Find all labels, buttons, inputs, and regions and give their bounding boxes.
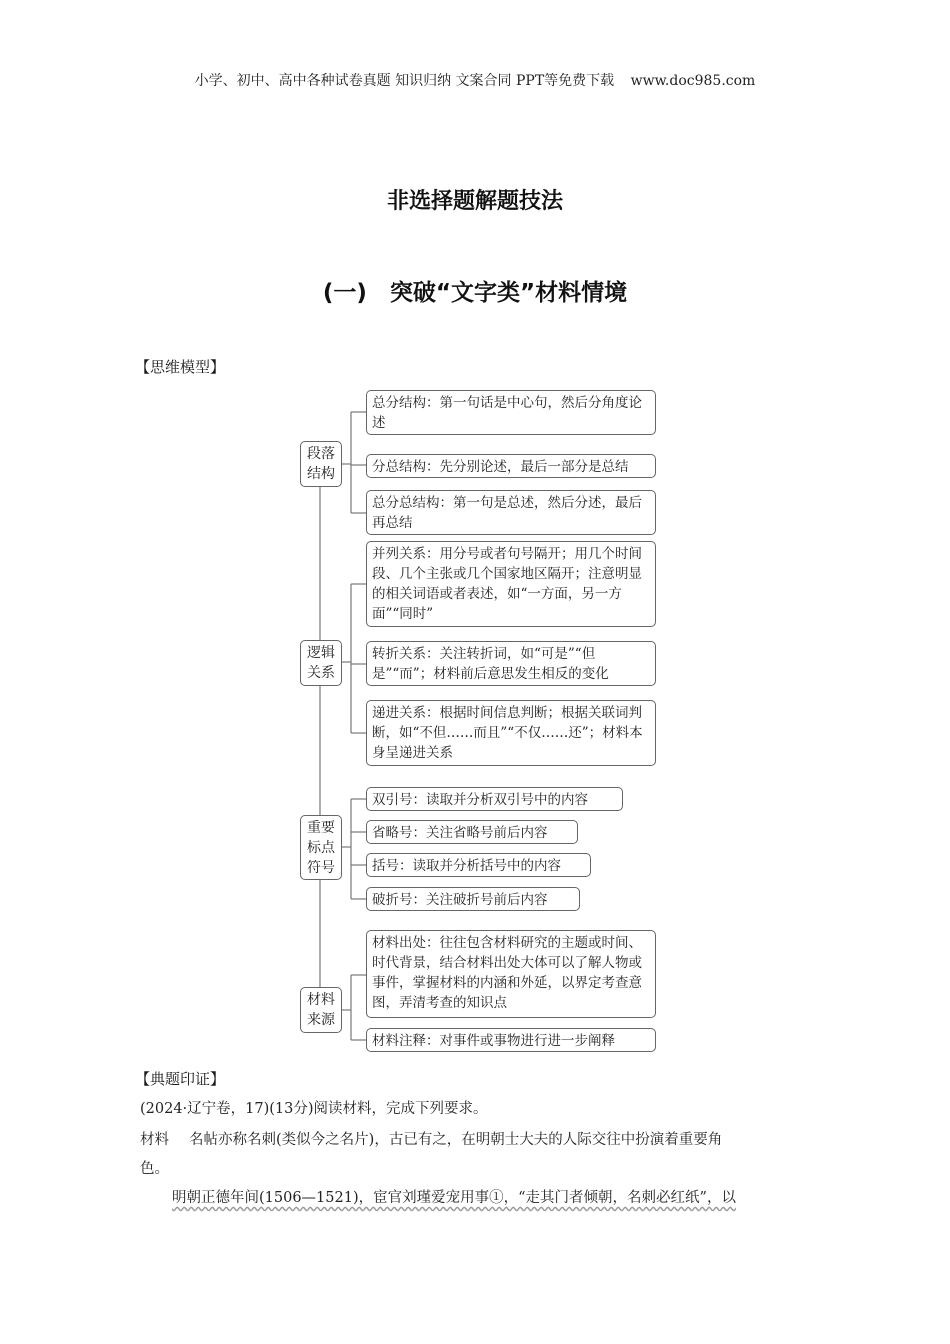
item-total-sub-total-structure: 总分总结构：第一句是总述，然后分述，最后再总结 <box>366 490 656 535</box>
example-label: 【典题印证】 <box>135 1070 226 1088</box>
category-paragraph-structure <box>300 441 342 487</box>
item-ellipsis: 省略号：关注省略号前后内容 <box>366 820 578 844</box>
material-label: 材料 <box>140 1132 169 1148</box>
question-line: (2024·辽宁卷，17)(13分)阅读材料，完成下列要求。 <box>140 1101 488 1117</box>
header-ad-text: 小学、初中、高中各种试卷真题 知识归纳 文案合同 PPT等免费下载 <box>194 73 615 89</box>
item-parallel-relation: 并列关系：用分号或者句号隔开；用几个时间段、几个主张或几个国家地区隔开；注意明显的相关词语或者表述，如“一方面，另一方面”“同时” <box>366 541 656 627</box>
item-sub-total-structure: 分总结构：先分别论述，最后一部分是总结 <box>366 454 656 478</box>
category-label: 材料来源 <box>307 992 335 1028</box>
category-logical-relation <box>300 640 342 686</box>
page-title: 非选择题解题技法 <box>386 189 563 214</box>
item-dash: 破折号：关注破折号前后内容 <box>366 887 580 911</box>
item-material-origin: 材料出处：往往包含材料研究的主题或时间、时代背景，结合材料出处大体可以了解人物或事件，掌握材料的内涵和外延，以界定考查意图，弄清考查的知识点 <box>366 930 656 1018</box>
item-progressive-relation: 递进关系：根据时间信息判断；根据关联词判断，如“不但……而且”“不仅……还”；材料本身呈递进关系 <box>366 700 656 766</box>
material-paragraph-2: 明朝正德年间(1506—1521)，宦官刘瑾爱宠用事①，“走其门者倾朝，名刺必红纸”，以 <box>172 1190 736 1206</box>
item-transition-relation: 转折关系：关注转折词，如“可是”“但是”“而”；材料前后意思发生相反的变化 <box>366 641 656 686</box>
category-material-source <box>300 987 342 1033</box>
item-material-annotation: 材料注释：对事件或事物进行进一步阐释 <box>366 1028 656 1052</box>
category-label: 重要标点符号 <box>307 819 335 876</box>
header-url[interactable]: www.doc985.com <box>630 73 756 89</box>
item-double-quotes: 双引号：读取并分析双引号中的内容 <box>366 787 623 811</box>
mind-model-label: 【思维模型】 <box>135 358 226 376</box>
item-brackets: 括号：读取并分析括号中的内容 <box>366 853 591 877</box>
section-title: (一) 突破“文字类”材料情境 <box>322 280 628 306</box>
material-text-line-1: 名帖亦称名刺(类似今之名片)，古已有之，在明朝士大夫的人际交往中扮演着重要角 <box>189 1132 723 1148</box>
category-label: 段落结构 <box>307 446 335 482</box>
item-total-sub-structure: 总分结构：第一句话是中心句，然后分角度论述 <box>366 390 656 435</box>
material-text-line-2: 色。 <box>140 1161 169 1177</box>
category-punctuation <box>300 815 342 880</box>
material-paragraph-1 <box>140 1128 722 1149</box>
category-label: 逻辑关系 <box>307 645 335 681</box>
